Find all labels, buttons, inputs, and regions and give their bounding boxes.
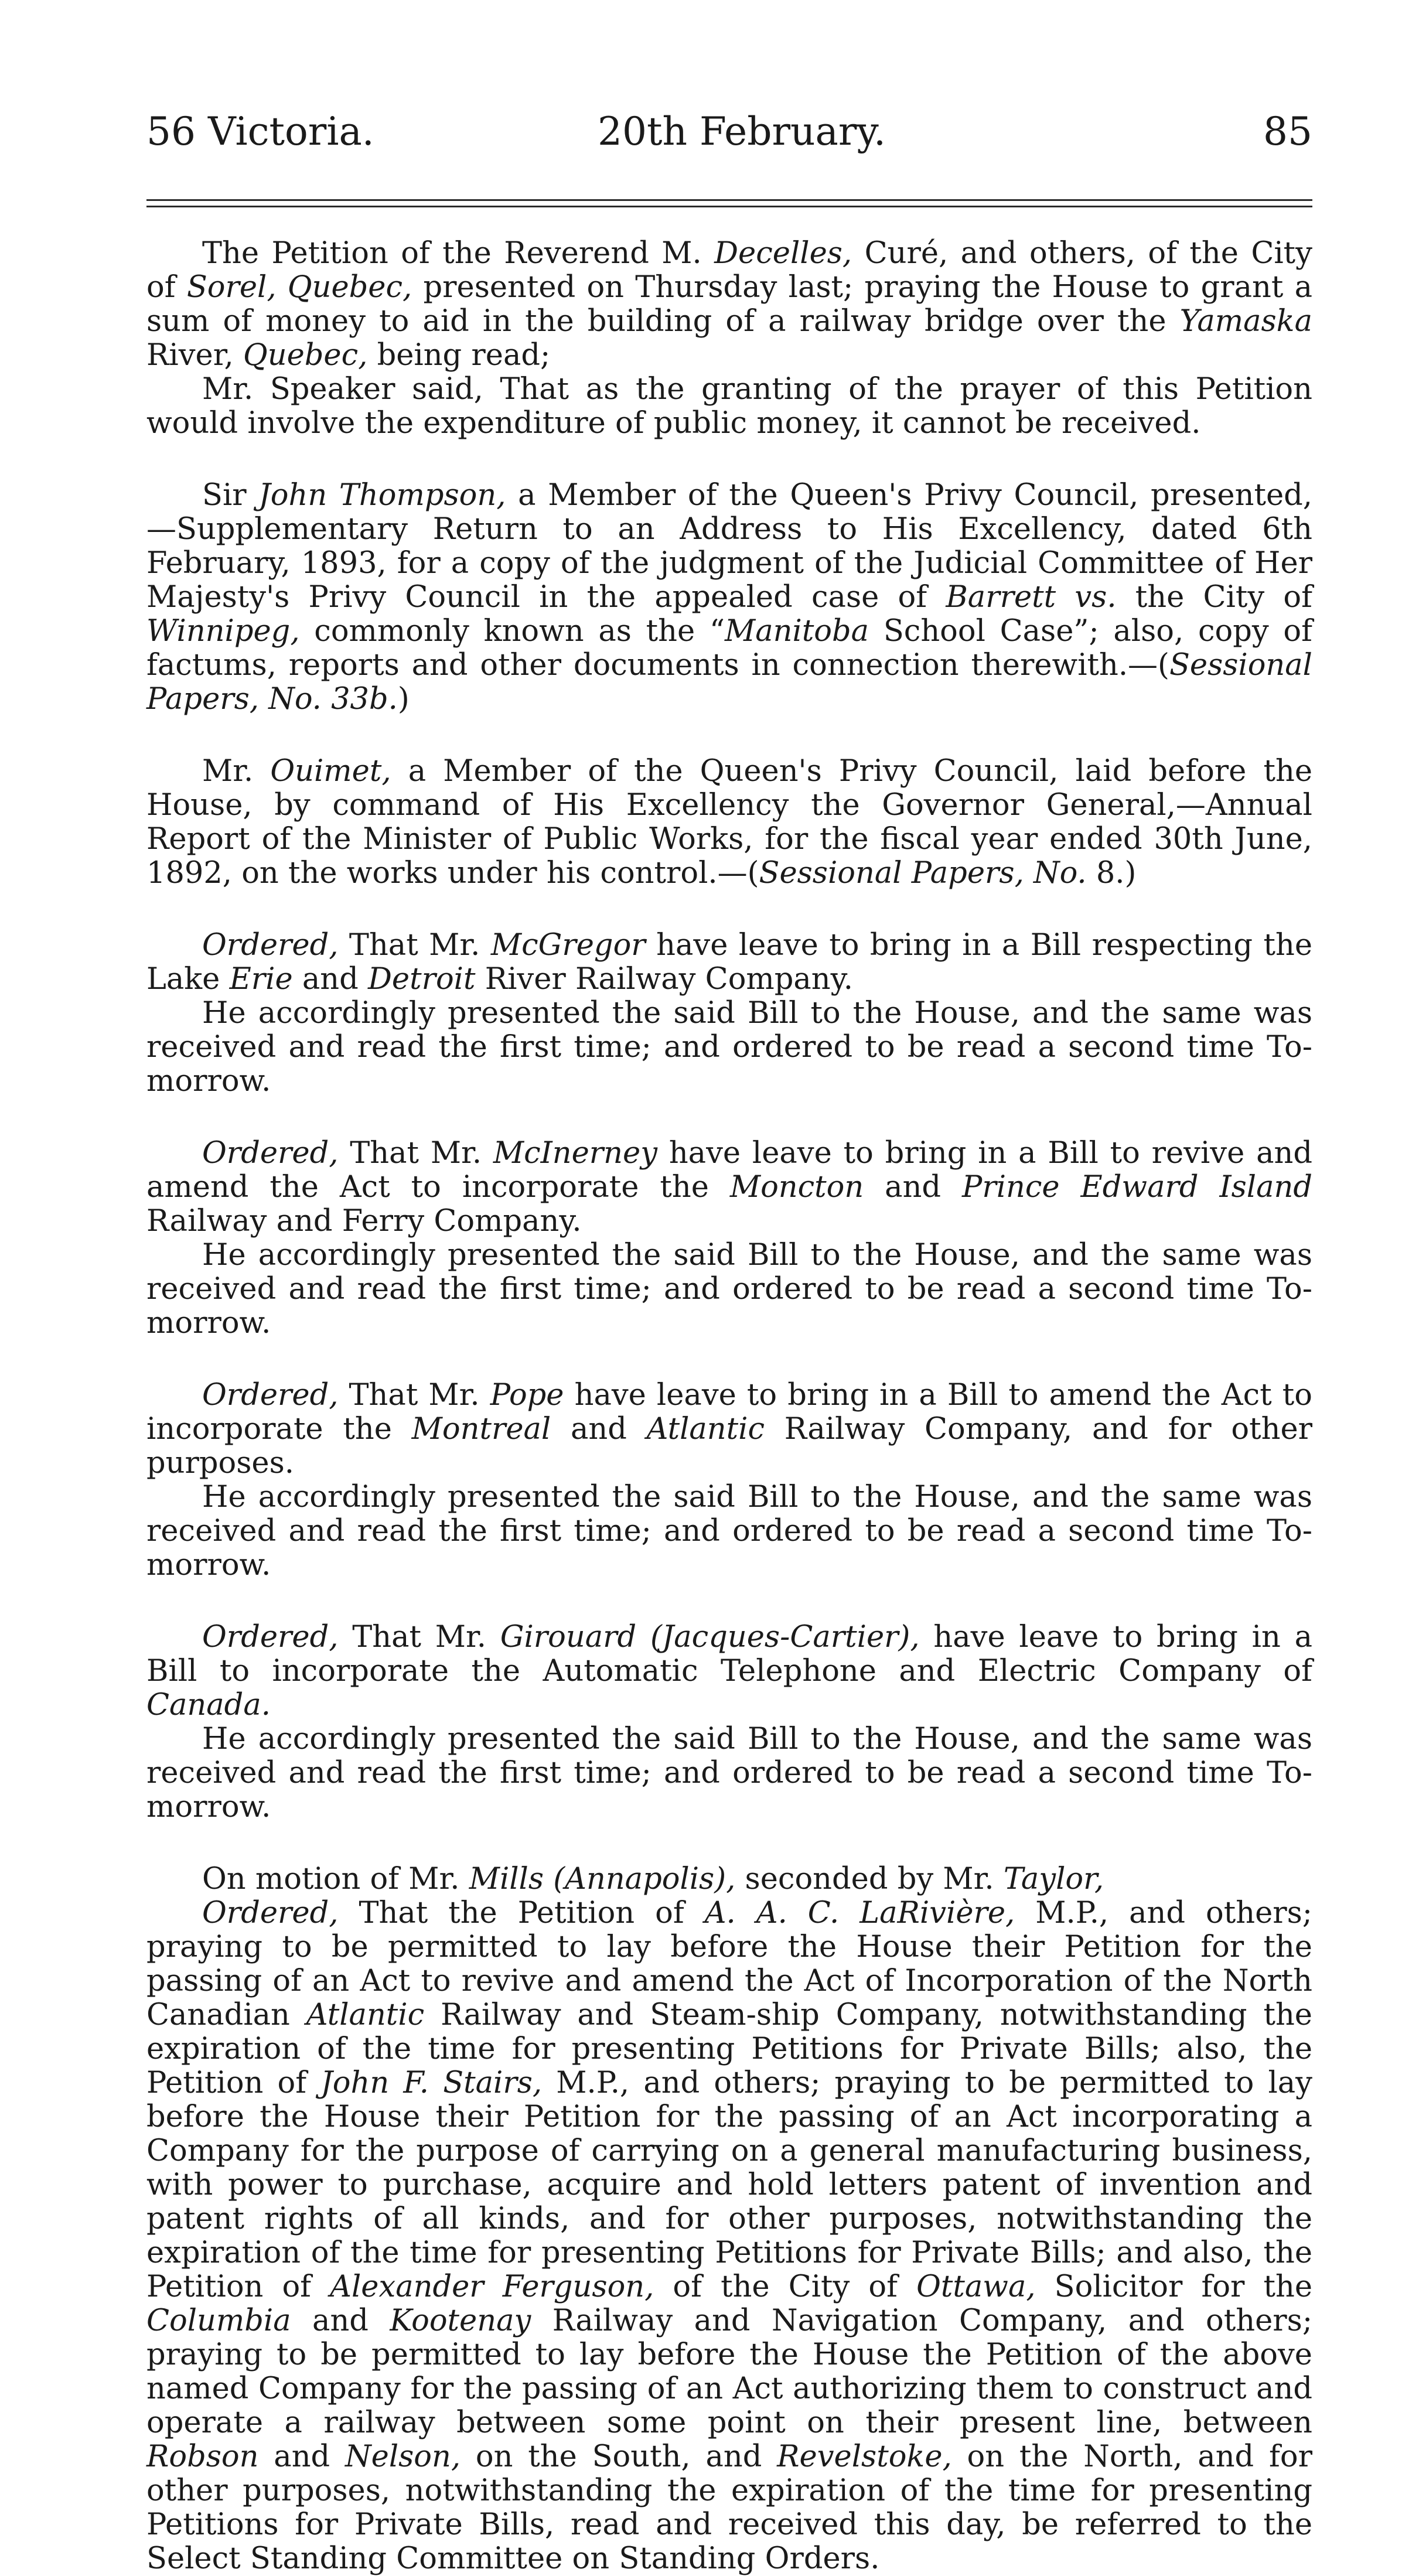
text-run: He accordingly presented the said Bill to the House, and the same was received and read the first time; and ordered to be read a second time To-morrow. — [146, 1722, 1312, 1824]
paragraph-p2 — [146, 373, 1312, 441]
italic-text: McInerney — [493, 1136, 658, 1171]
text-run: seconded by Mr. — [735, 1862, 1004, 1896]
text-run: being read; — [367, 338, 551, 373]
text-run: River, — [146, 338, 243, 373]
italic-text: Erie — [229, 962, 293, 997]
paragraph-p7 — [146, 1137, 1312, 1238]
text-run: have leave to bring in a Bill respecting the Lake — [146, 928, 1312, 997]
italic-text: Atlantic — [306, 1998, 425, 2032]
page-header — [146, 100, 1312, 164]
italic-text: Manitoba — [725, 614, 869, 649]
text-run: School Case”; also, copy of factums, reports and other documents in connection therewith.—( — [146, 614, 1312, 683]
paragraph-p12 — [146, 1722, 1312, 1824]
text-run: on the South, and — [461, 2439, 777, 2474]
italic-text: Winnipeg, — [146, 614, 300, 649]
text-run: and — [291, 2304, 390, 2338]
text-run: M.P., and others; praying to be permitted to lay before the House their Petition for the passing of an Act to revive and amend the Act of Incorporation of the North Canadian — [146, 1896, 1312, 2032]
italic-text: Ordered, — [202, 1620, 339, 1654]
text-run: and — [551, 1412, 647, 1446]
italic-text: Quebec, — [243, 338, 368, 373]
italic-text: Montreal — [411, 1412, 551, 1446]
text-run: have leave to bring in a Bill to amend the Act to incorporate the — [146, 1378, 1312, 1446]
text-run: Railway Company, and for other purposes. — [146, 1412, 1313, 1480]
text-run: of the City of — [654, 2270, 917, 2304]
italic-text: Ordered, — [202, 928, 339, 963]
text-run: That Mr. — [338, 1620, 500, 1654]
italic-text: Ordered, — [202, 1136, 339, 1171]
paragraph-p8 — [146, 1238, 1312, 1340]
text-run: Mr. Speaker said, That as the granting of the prayer of this Petition would involve the expenditure of public money, it cannot be received. — [146, 372, 1312, 441]
italic-text: Taylor, — [1003, 1862, 1104, 1896]
italic-text: John Thompson, — [258, 478, 506, 513]
paragraph-p5 — [146, 929, 1312, 997]
italic-text: Ordered, — [202, 1896, 339, 1930]
text-run: On motion of Mr. — [202, 1862, 469, 1896]
text-run: Sir — [202, 478, 259, 513]
text-run: have leave to bring in a Bill to revive and amend the Act to incorporate the — [146, 1136, 1312, 1205]
italic-text: A. A. C. LaRivière, — [704, 1896, 1015, 1930]
italic-text: Girouard (Jacques-Cartier), — [500, 1620, 920, 1654]
italic-text: Kootenay — [390, 2304, 531, 2338]
text-run: River Railway Company. — [475, 962, 853, 997]
italic-text: Canada. — [146, 1688, 271, 1722]
italic-text: Moncton — [729, 1170, 864, 1205]
italic-text: Pope — [490, 1378, 564, 1412]
text-run: That the Petition of — [338, 1896, 705, 1930]
paragraph-p10 — [146, 1480, 1312, 1582]
italic-text: Atlantic — [646, 1412, 765, 1446]
text-run: 8.) — [1086, 856, 1137, 890]
paragraph-p6 — [146, 997, 1312, 1098]
paragraph-p11 — [146, 1620, 1312, 1722]
italic-text: Alexander Ferguson, — [330, 2270, 654, 2304]
text-run: Mr. — [202, 754, 271, 789]
paragraph-p4 — [146, 755, 1312, 890]
paragraph-p1 — [146, 237, 1312, 373]
paragraph-p14 — [146, 1896, 1312, 2576]
text-run: He accordingly presented the said Bill to the House, and the same was received and read the first time; and ordered to be read a second time To-morrow. — [146, 1480, 1312, 1582]
paragraph-p3 — [146, 479, 1312, 716]
text-run: commonly known as the “ — [299, 614, 725, 649]
text-run: and — [258, 2439, 346, 2474]
italic-text: Prince Edward Island — [962, 1170, 1312, 1205]
header-double-rule — [146, 199, 1312, 207]
text-run: He accordingly presented the said Bill to the House, and the same was received and read the first time; and ordered to be read a second time To-morrow. — [146, 1238, 1312, 1340]
text-run: Solicitor for the — [1035, 2270, 1313, 2304]
italic-text: Sorel, Quebec, — [186, 270, 412, 305]
text-run: The Petition of the Reverend M. — [202, 236, 715, 271]
text-run: a Member of the Queen's Privy Council, laid before the House, by command of His Excellency the Governor General,—Annual Report of the Minister of Public Works, for the fiscal year ended 30th June, 1892, on the works under his control.—( — [146, 754, 1313, 890]
italic-text: Nelson, — [345, 2439, 461, 2474]
proceedings-text — [146, 237, 1312, 2576]
regnal-year: 56 Victoria. — [146, 109, 374, 154]
italic-text: Revelstoke, — [777, 2439, 952, 2474]
text-run: and — [292, 962, 369, 997]
text-run: have leave to bring in a Bill to incorporate the Automatic Telephone and Electric Company of — [146, 1620, 1312, 1688]
page-number: 85 — [1263, 109, 1312, 154]
text-run: That Mr. — [338, 928, 491, 963]
italic-text: Detroit — [368, 962, 476, 997]
italic-text: Columbia — [146, 2304, 291, 2338]
italic-text: Decelles, — [714, 236, 852, 271]
paragraph-p9 — [146, 1379, 1312, 1480]
text-run: ) — [397, 682, 410, 716]
italic-text: John F. Stairs, — [320, 2066, 543, 2100]
text-run: and — [864, 1170, 963, 1205]
journal-page — [146, 100, 1312, 2576]
text-run: That Mr. — [338, 1378, 490, 1412]
italic-text: Ordered, — [202, 1378, 339, 1412]
page-date: 20th February. — [598, 109, 886, 154]
text-run: a Member of the Queen's Privy Council, presented,—Supplementary Return to an Address to His Excellency, dated 6th February, 1893, for a copy of the judgment of the Judicial Committee of Her Majesty's Privy Council in the appealed case of — [146, 478, 1312, 615]
text-run: the City of — [1116, 580, 1312, 615]
italic-text: Ouimet, — [270, 754, 391, 789]
text-run: Curé, and others, of the City of — [146, 236, 1312, 305]
italic-text: Yamaska — [1179, 304, 1312, 339]
text-run: presented on Thursday last; praying the House to grant a sum of money to aid in the building of a railway bridge over the — [146, 270, 1312, 339]
italic-text: McGregor — [490, 928, 646, 963]
text-run: Railway and Navigation Company, and others; praying to be permitted to lay before the House the Petition of the above named Company for the passing of an Act authorizing them to construct and operate a railway between some point on their present line, between — [146, 2304, 1312, 2440]
text-run: That Mr. — [338, 1136, 493, 1171]
italic-text: Sessional Papers, No. — [759, 856, 1087, 890]
text-run: on the North, and for other purposes, notwithstanding the expiration of the time for presenting Petitions for Private Bills, read and received this day, be referred to the Select Standing Committee on Standing Orders. — [146, 2439, 1312, 2576]
italic-text: Ottawa, — [916, 2270, 1036, 2304]
text-run: M.P., and others; praying to be permitted to lay before the House their Petition for the passing of an Act incorporating a Company for the purpose of carrying on a general manufacturing business, with power to purchase, acquire and hold letters patent of invention and patent rights of all kinds, and for other purposes, notwithstanding the expiration of the time for presenting Petitions for Private Bills; and also, the Petition of — [146, 2066, 1312, 2304]
italic-text: Robson — [146, 2439, 259, 2474]
italic-text: Barrett vs. — [946, 580, 1117, 615]
text-run: Railway and Steam-ship Company, notwithstanding the expiration of the time for presenting Petitions for Private Bills; also, the Petition of — [146, 1998, 1312, 2100]
text-run: He accordingly presented the said Bill to the House, and the same was received and read the first time; and ordered to be read a second time To-morrow. — [146, 996, 1312, 1098]
italic-text: Sessional Papers, No. 33b. — [146, 648, 1312, 716]
text-run: Railway and Ferry Company. — [146, 1204, 582, 1238]
paragraph-p13 — [146, 1862, 1312, 1896]
italic-text: Mills (Annapolis), — [469, 1862, 736, 1896]
